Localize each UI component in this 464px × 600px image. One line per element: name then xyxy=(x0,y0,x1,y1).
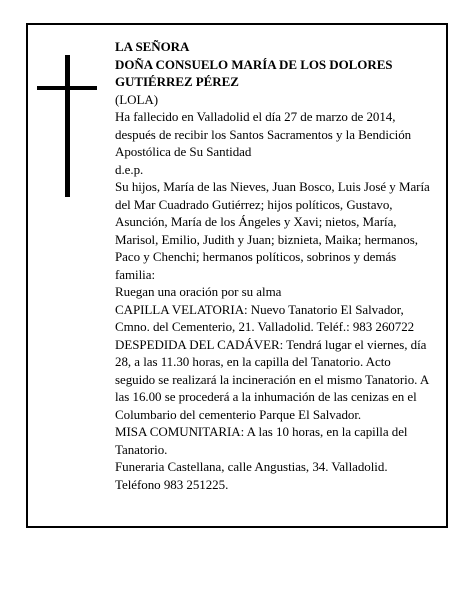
announcement: Ha fallecido en Valladolid el día 27 de marzo de 2014, después de recibir los Santos Sacramentos y la Bendición Apostólica de Su Santidad xyxy=(115,109,412,159)
cross-icon-crossbar xyxy=(37,86,97,90)
deceased-name-line2: GUTIÉRREZ PÉREZ xyxy=(115,74,239,89)
obituary-text xyxy=(115,38,433,493)
nickname: (LOLA) xyxy=(115,91,159,107)
funeral-home-info: Funeraria Castellana, calle Angustias, 34. Valladolid. Teléfono 983 251225. xyxy=(115,459,388,492)
farewell-info: DESPEDIDA DEL CADÁVER: Tendrá lugar el viernes, día 28, a las 11.30 horas, en la capilla del Tanatorio. Acto seguido se realizará la incineración en el mismo Tanatorio. A las 16.00 se procederá a la inhumación de las cenizas en el Columbario del cementerio Parque El Salvador. xyxy=(115,336,429,422)
prayer-request: Ruegan una oración por su alma xyxy=(115,284,282,299)
deceased-name-line1: DOÑA CONSUELO MARÍA DE LOS DOLORES xyxy=(115,56,393,72)
mass-info: MISA COMUNITARIA: A las 10 horas, en la capilla del Tanatorio. xyxy=(115,424,408,457)
dep-line: d.e.p. xyxy=(115,161,144,177)
cross-icon xyxy=(65,55,70,197)
chapel-info: CAPILLA VELATORIA: Nuevo Tanatorio El Salvador, Cmno. del Cementerio, 21. Valladolid. Teléf.: 983 260722 xyxy=(115,301,415,334)
title-line: LA SEÑORA xyxy=(115,39,190,54)
family-list: Su hijos, María de las Nieves, Juan Bosco, Luis José y María del Mar Cuadrado Gutiérrez; hijos políticos, Gustavo, Asunción, María de los Ángeles y Xavi; nietos, María, Marisol, Emilio, Judith y Juan; biznieta, Maika; hermanos, Paco y Chenchi; hermanos políticos, sobrinos y demás familia: xyxy=(115,179,430,282)
